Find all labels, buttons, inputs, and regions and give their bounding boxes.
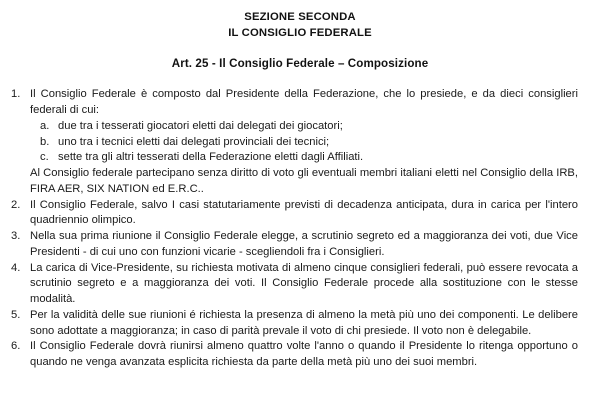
clause-marker: 1. xyxy=(11,88,21,101)
section-heading-block xyxy=(0,0,606,41)
clause-item-1 xyxy=(0,87,606,197)
clause-trailing-paragraph: Al Consiglio federale partecipano senza diritto di voto gli eventuali membri italiani eletti nel Consiglio della IRB, FIRA AER, SIX NATION ed E.R.C.. xyxy=(30,167,578,195)
clause-item-5 xyxy=(0,308,606,340)
article-title: Art. 25 - Il Consiglio Federale – Composizione xyxy=(171,57,429,71)
section-heading-primary: SEZIONE SECONDA xyxy=(244,11,356,23)
clause-sub-marker: a. xyxy=(40,119,50,132)
clause-sub-marker: c. xyxy=(40,151,49,164)
clause-text: Il Consiglio Federale è composto dal Presidente della Federazione, che lo presiede, e da dieci consiglieri federali di cui: xyxy=(30,88,578,117)
clause-item-3 xyxy=(0,229,606,261)
clause-sub-text: due tra i tesserati giocatori eletti dai delegati dei giocatori; xyxy=(58,119,343,132)
clause-item-6 xyxy=(0,339,606,371)
clause-text: Nella sua prima riunione il Consiglio Federale elegge, a scrutinio segreto ed a maggioranza dei voti, due Vice Presidenti - di cui uno con funzioni vicarie - scegliendoli fra i Consiglieri. xyxy=(30,230,578,258)
clause-marker: 5. xyxy=(11,308,21,321)
clause-marker: 2. xyxy=(11,198,21,211)
clause-marker: 3. xyxy=(11,230,21,243)
clause-text: Per la validità delle sue riunioni é richiesta la presenza di almeno la metà più uno dei componenti. Le delibere sono adottate a maggioranza; in caso di parità prevale il voto di chi presiede. Il voto non è delegabile. xyxy=(30,308,578,337)
clause-text: Il Consiglio Federale, salvo I casi statutariamente previsti di decadenza anticipata, dura in carica per l'intero quadriennio olimpico. xyxy=(30,198,578,227)
clause-item-2 xyxy=(0,198,606,230)
clause-sub-text: sette tra gli altri tesserati della Federazione eletti dagli Affiliati. xyxy=(58,151,364,164)
clause-sub-item-b xyxy=(30,135,578,151)
clause-sub-text: uno tra i tecnici eletti dai delegati provinciali dei tecnici; xyxy=(58,135,330,148)
clause-marker: 4. xyxy=(11,261,21,274)
section-heading-secondary: IL CONSIGLIO FEDERALE xyxy=(228,27,372,40)
clause-sub-item-c xyxy=(30,150,578,166)
clause-marker: 6. xyxy=(11,340,21,353)
article-clause-list xyxy=(0,87,606,371)
clause-item-4 xyxy=(0,261,606,308)
clause-sub-list xyxy=(30,119,578,166)
clause-text: Il Consiglio Federale dovrà riunirsi almeno quattro volte l'anno o quando il Presidente lo ritenga opportuno o quando ne venga avanzata esplicita richiesta da parte della metà più uno dei suoi membri. xyxy=(30,340,578,369)
clause-text: La carica di Vice-Presidente, su richiesta motivata di almeno cinque consiglieri federali, può essere revocata a scrutinio segreto e a maggioranza dei voti. Il Consiglio Federale procede alla sostituzione con le stesse modalità. xyxy=(30,261,578,306)
clause-sub-marker: b. xyxy=(40,135,50,148)
clause-sub-item-a xyxy=(30,119,578,135)
